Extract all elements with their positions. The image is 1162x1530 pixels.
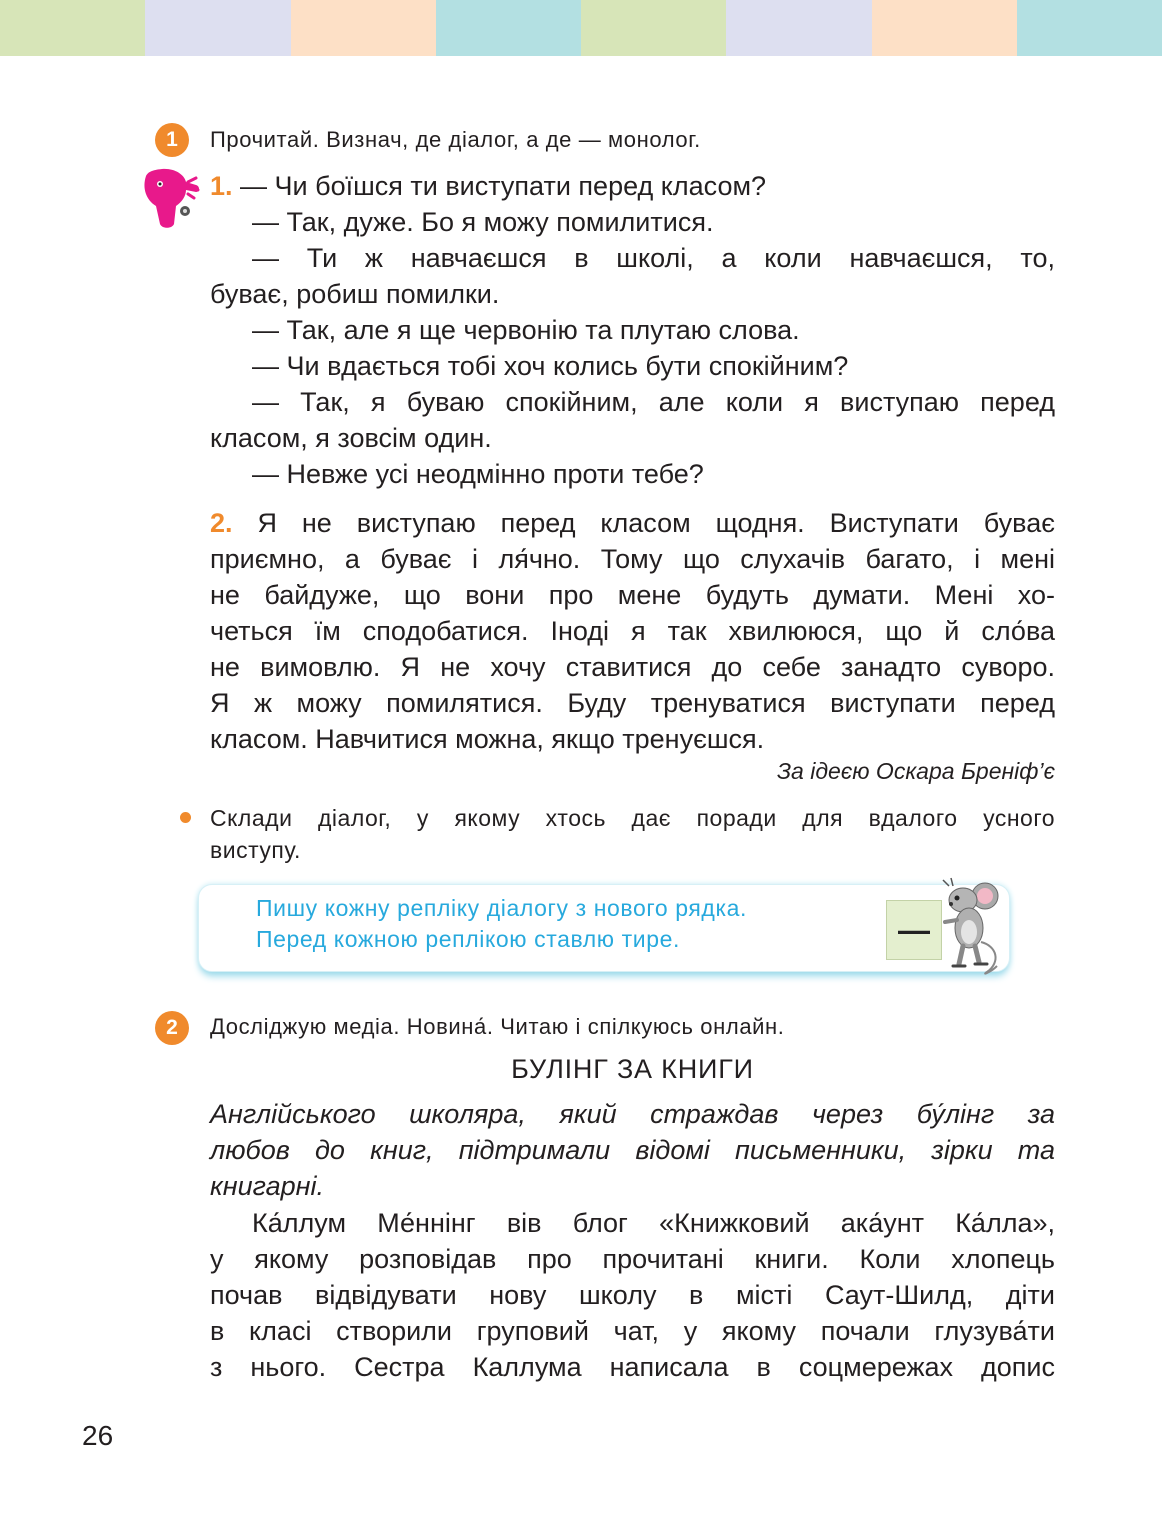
attribution: За ідеєю Оскара Бреніф’є bbox=[776, 758, 1055, 784]
monologue-line: не вимовлю. Я не хочу ставитися до себе занадто суворо. bbox=[210, 652, 1055, 682]
bullet-icon bbox=[180, 812, 191, 823]
band-segment bbox=[1017, 0, 1162, 56]
monologue-line bbox=[210, 505, 1055, 541]
pointing-hand-mascot-icon bbox=[138, 166, 200, 230]
dialogue-line: — Ти ж навчаєшся в школі, а коли навчаєшся, то, bbox=[252, 243, 1055, 273]
page-number: 26 bbox=[82, 1420, 114, 1451]
article-line: в класі створили груповий чат, у якому почали глузува́ти bbox=[210, 1316, 1055, 1346]
top-color-band bbox=[0, 0, 1162, 56]
lead-line: книгарні. bbox=[210, 1171, 325, 1201]
tip-line: Перед кожною реплікою ставлю тире. bbox=[256, 926, 680, 952]
task2-instruction: Досліджую медіа. Новина́. Читаю і спілкуюсь онлайн. bbox=[210, 1014, 785, 1039]
dialogue-line: — Так, я буваю спокійним, але коли я виступаю перед bbox=[252, 387, 1055, 417]
article-line: у якому розповідав про прочитані книги. Коли хлопець bbox=[210, 1244, 1055, 1274]
band-segment bbox=[581, 0, 726, 56]
text2-label: 2. bbox=[210, 508, 233, 538]
dialogue-line: класом, я зовсім один. bbox=[210, 423, 492, 453]
tip-line: Пишу кожну репліку діалогу з нового рядка. bbox=[256, 895, 748, 921]
lead-line: любов до книг, підтримали відомі письменники, зірки та bbox=[210, 1135, 1055, 1165]
dialogue-line: — Чи вдається тобі хоч колись бути спокійним? bbox=[252, 351, 849, 381]
article-line: Ка́ллум Ме́ннінг вів блог «Книжковий ака́унт Ка́лла», bbox=[252, 1208, 1055, 1238]
band-segment bbox=[0, 0, 145, 56]
band-segment bbox=[726, 0, 871, 56]
band-segment bbox=[145, 0, 290, 56]
dialogue-line: — Чи боїшся ти виступати перед класом? bbox=[240, 171, 767, 201]
dialogue-line: — Невже усі неодмінно проти тебе? bbox=[252, 459, 704, 489]
monologue-line: четься їм сподобатися. Іноді я так хвилююся, що й сло́ва bbox=[210, 616, 1055, 646]
article-heading: БУЛІНГ ЗА КНИГИ bbox=[511, 1054, 754, 1084]
monologue-line: Я ж можу помилятися. Буду тренуватися виступати перед bbox=[210, 688, 1055, 718]
task-number-badge: 2 bbox=[155, 1011, 189, 1045]
article-line: почав відвідувати нову школу в місті Саут-Шилд, діти bbox=[210, 1280, 1055, 1310]
lead-line: Англійського школяра, який страждав через бу́лінг за bbox=[210, 1099, 1055, 1129]
band-segment bbox=[436, 0, 581, 56]
dash-card: — bbox=[886, 900, 942, 960]
dialogue-line: — Так, але я ще червонію та плутаю слова. bbox=[252, 315, 800, 345]
monologue-line: класом. Навчитися можна, якщо тренуєшся. bbox=[210, 724, 765, 754]
dialogue-line: — Так, дуже. Бо я можу помилитися. bbox=[252, 207, 714, 237]
bullet-task-line: Склади діалог, у якому хтось дає поради для вдалого усного bbox=[210, 805, 1055, 831]
band-segment bbox=[872, 0, 1017, 56]
bullet-task-line: виступу. bbox=[210, 837, 301, 863]
mouse-mascot-icon bbox=[935, 876, 1005, 976]
text1-label: 1. bbox=[210, 171, 233, 201]
monologue-line: приємно, а буває і ля́чно. Тому що слухачів багато, і мені bbox=[210, 544, 1055, 574]
task-number-badge: 1 bbox=[155, 123, 189, 157]
band-segment bbox=[291, 0, 436, 56]
article-line: з нього. Сестра Каллума написала в соцмережах допис bbox=[210, 1352, 1055, 1382]
text1-line bbox=[210, 168, 1055, 204]
dialogue-line: буває, робиш помилки. bbox=[210, 279, 500, 309]
monologue-text: Я не виступаю перед класом щодня. Виступати буває bbox=[257, 508, 1055, 538]
task1-instruction: Прочитай. Визнач, де діалог, а де — монолог. bbox=[210, 127, 701, 152]
monologue-line: не байдуже, що вони про мене будуть думати. Мені хо- bbox=[210, 580, 1055, 610]
